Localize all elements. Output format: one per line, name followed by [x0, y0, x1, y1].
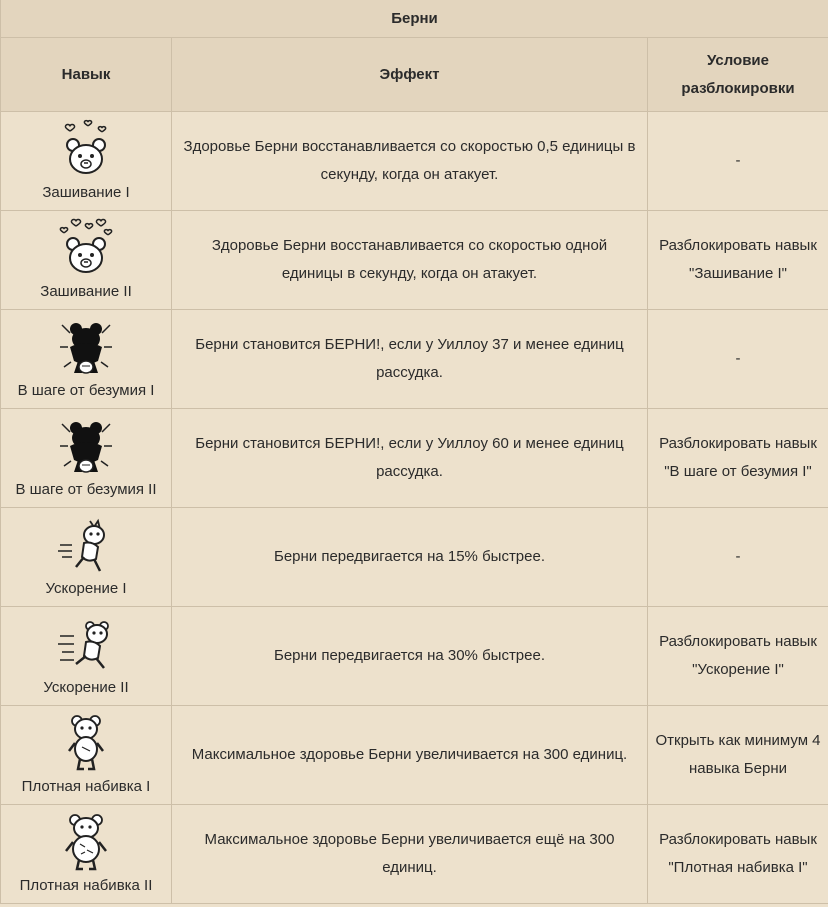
header-effect: Эффект [172, 38, 648, 112]
skill-cell [1, 508, 172, 607]
skill-name: Зашивание II [40, 283, 132, 300]
unlock-cell [648, 805, 828, 904]
table-row [1, 112, 828, 211]
shadow-bear-icon [56, 416, 116, 478]
effect-cell [172, 607, 648, 706]
standing-bear-patched-icon [56, 812, 116, 874]
unlock-cell [648, 706, 828, 805]
skill-cell [1, 607, 172, 706]
unlock-text: Разблокировать навык "В шаге от безумия I" [659, 435, 817, 480]
table-row [1, 310, 828, 409]
running-bear-icon [56, 515, 116, 577]
skill-name: Плотная набивка II [19, 877, 153, 894]
effect-text: Здоровье Берни восстанавливается со скоростью одной единицы в секунду, когда он атакует. [211, 237, 608, 282]
effect-text: Берни становится БЕРНИ!, если у Уиллоу 60 и менее единиц рассудка. [195, 435, 624, 480]
skill-cell [1, 409, 172, 508]
skill-cell [1, 706, 172, 805]
effect-text: Максимальное здоровье Берни увеличивается ещё на 300 единиц. [204, 831, 615, 876]
table-row [1, 805, 828, 904]
unlock-text: - [735, 548, 741, 565]
unlock-cell [648, 607, 828, 706]
standing-bear-icon [56, 713, 116, 775]
bear-head-hearts-icon [56, 119, 116, 181]
skill-cell [1, 805, 172, 904]
unlock-cell [648, 409, 828, 508]
effect-cell [172, 409, 648, 508]
skill-name: Зашивание I [42, 184, 130, 201]
skill-name: Плотная набивка I [21, 778, 151, 795]
unlock-text: Разблокировать навык "Плотная набивка I" [659, 831, 817, 876]
skill-name: В шаге от безумия II [15, 481, 157, 498]
unlock-cell [648, 112, 828, 211]
table-row [1, 211, 828, 310]
unlock-text: - [735, 152, 741, 169]
effect-cell [172, 112, 648, 211]
skill-name: Ускорение I [45, 580, 127, 597]
skill-name: В шаге от безумия I [17, 382, 155, 399]
skill-cell [1, 112, 172, 211]
running-bear-fast-icon [56, 614, 116, 676]
table-row [1, 706, 828, 805]
unlock-text: Разблокировать навык "Ускорение I" [659, 633, 817, 678]
shadow-bear-icon [56, 317, 116, 379]
unlock-text: Открыть как минимум 4 навыка Берни [655, 732, 821, 777]
effect-text: Здоровье Берни восстанавливается со скоростью 0,5 единицы в секунду, когда он атакует. [183, 138, 636, 183]
effect-cell [172, 211, 648, 310]
table-row [1, 508, 828, 607]
bear-head-many-hearts-icon [56, 218, 116, 280]
effect-text: Максимальное здоровье Берни увеличивается на 300 единиц. [191, 746, 628, 763]
skill-cell [1, 310, 172, 409]
skill-name: Ускорение II [43, 679, 129, 696]
effect-text: Берни передвигается на 15% быстрее. [273, 548, 546, 565]
table-row [1, 607, 828, 706]
effect-cell [172, 706, 648, 805]
table-row [1, 409, 828, 508]
effect-text: Берни передвигается на 30% быстрее. [273, 647, 546, 664]
unlock-cell [648, 310, 828, 409]
header-unlock: Условие разблокировки [648, 38, 828, 112]
effect-text: Берни становится БЕРНИ!, если у Уиллоу 37 и менее единиц рассудка. [195, 336, 624, 381]
unlock-cell [648, 508, 828, 607]
unlock-text: Разблокировать навык "Зашивание I" [659, 237, 817, 282]
skill-cell [1, 211, 172, 310]
unlock-cell [648, 211, 828, 310]
table-title: Берни [1, 0, 828, 38]
effect-cell [172, 508, 648, 607]
effect-cell [172, 805, 648, 904]
unlock-text: - [735, 350, 741, 367]
effect-cell [172, 310, 648, 409]
header-skill: Навык [1, 38, 172, 112]
